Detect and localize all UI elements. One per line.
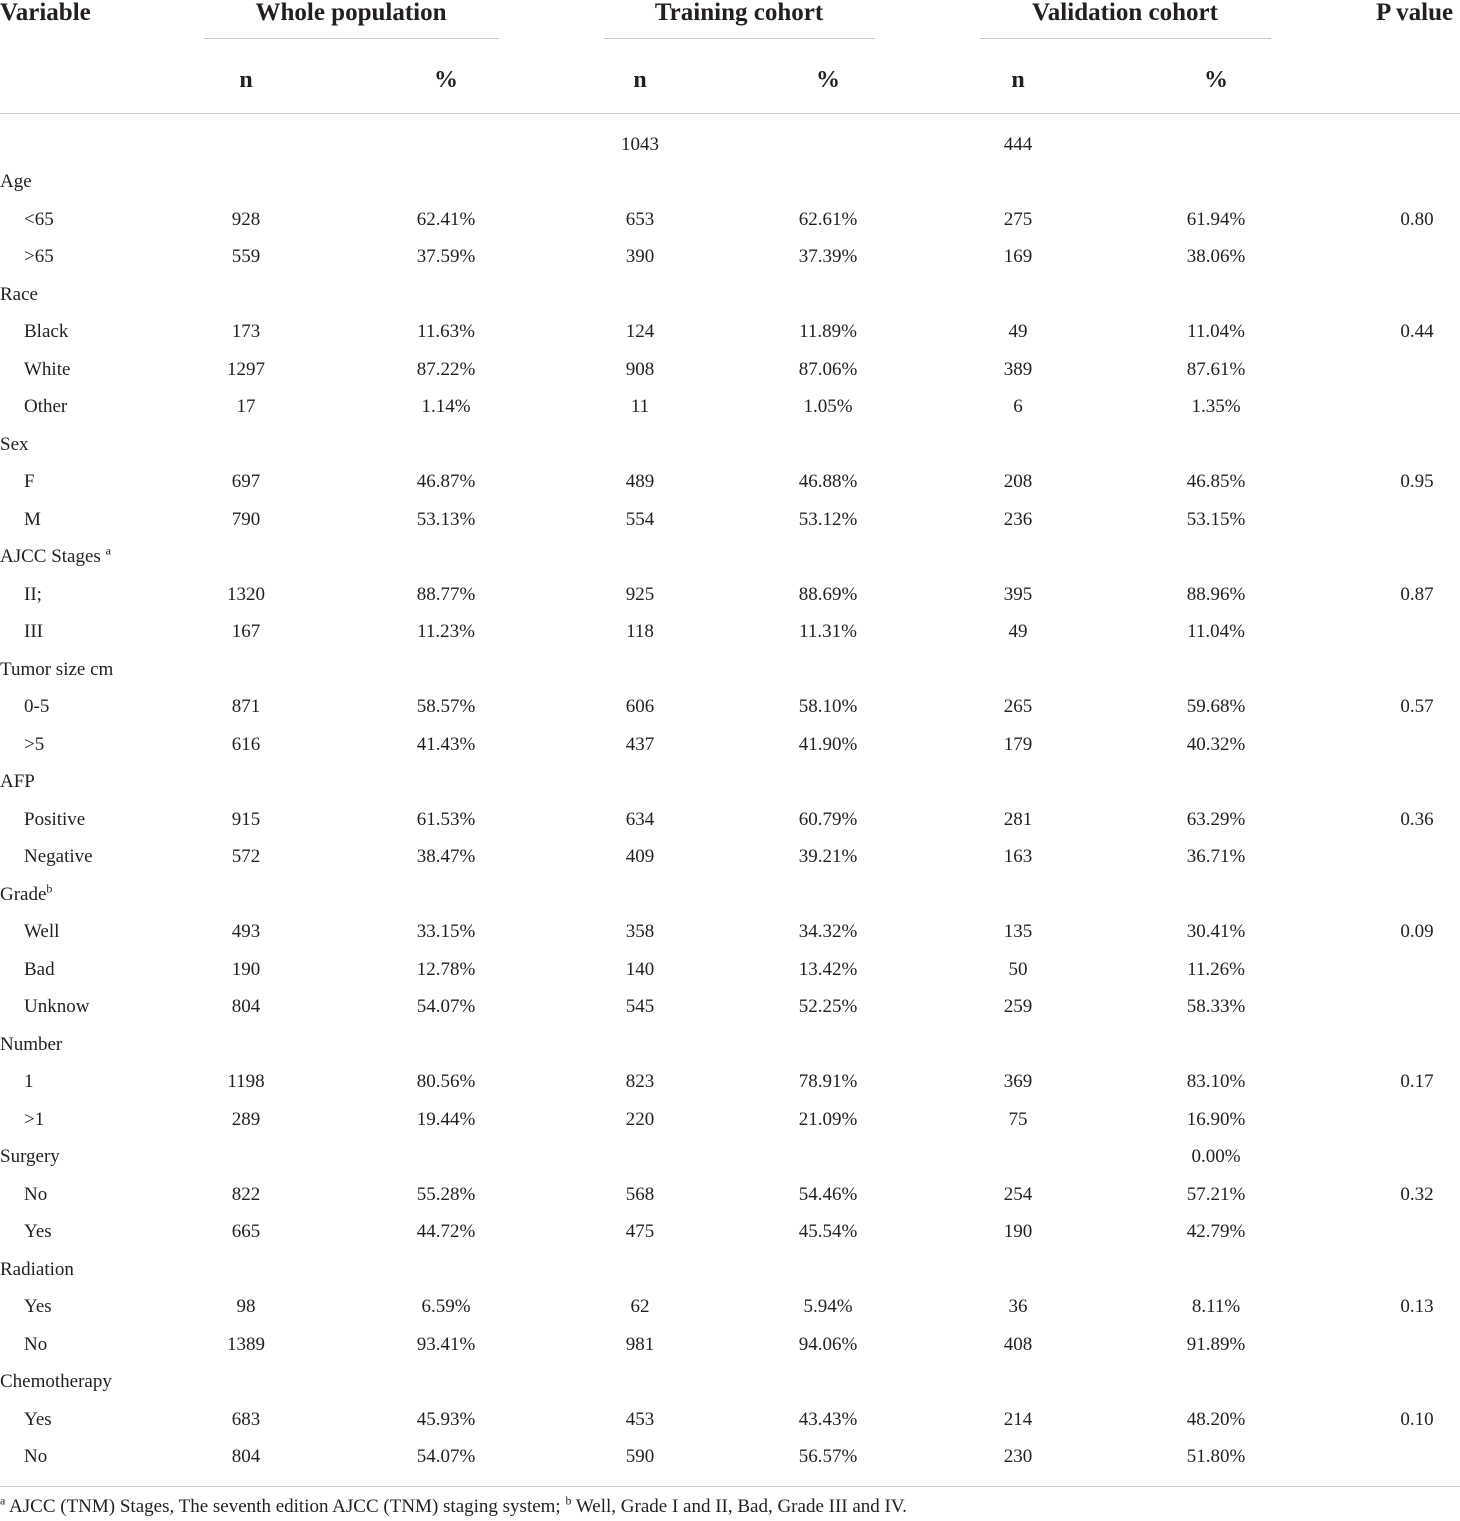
subheader-pct: % (816, 67, 840, 93)
cell-validation-pct: 36.71% (1186, 846, 1246, 867)
cell-whole-pct: 6.59% (421, 1296, 471, 1317)
cell-training-n: 634 (625, 809, 655, 830)
subheader-n: n (633, 67, 647, 93)
row-label (24, 246, 54, 268)
label-text: Yes (24, 1221, 52, 1242)
cell-p-value: 0.13 (1400, 1296, 1434, 1317)
subheader-n: n (1011, 67, 1025, 93)
cell-whole-pct: 54.07% (416, 996, 476, 1017)
label-text: III (24, 621, 43, 642)
row-label (24, 921, 59, 943)
cell-whole-pct: 87.22% (416, 359, 476, 380)
row-label (24, 1334, 47, 1356)
cell-whole-n: 1198 (227, 1071, 265, 1092)
row-label (24, 321, 68, 343)
cell-whole-pct: 62.41% (416, 209, 476, 230)
cell-validation-pct: 51.80% (1186, 1446, 1246, 1467)
cell-training-pct: 58.10% (798, 696, 858, 717)
cell-p-value: 0.57 (1400, 696, 1434, 717)
row-label (24, 734, 44, 756)
cell-validation-n: 389 (1003, 359, 1033, 380)
group-label (0, 881, 53, 906)
header-training-cohort: Training cohort (654, 0, 824, 26)
row-label (24, 1409, 52, 1431)
header-bottom-rule (0, 113, 1460, 114)
cell-training-n: 981 (625, 1334, 655, 1355)
cell-whole-pct: 93.41% (416, 1334, 476, 1355)
row-label (24, 509, 41, 531)
label-text: Other (24, 396, 68, 417)
footnote-b-text: Well, Grade I and II, Bad, Grade III and IV. (571, 1496, 907, 1517)
cell-validation-pct: 63.29% (1186, 809, 1246, 830)
cell-whole-pct: 46.87% (416, 471, 476, 492)
training-cohort-rule (604, 38, 875, 39)
cell-validation-pct: 1.35% (1191, 396, 1241, 417)
cell-validation-n: 230 (1003, 1446, 1033, 1467)
cell-validation-n: 36 (1008, 1296, 1028, 1317)
cell-whole-n: 1320 (227, 584, 265, 605)
label-text: >5 (24, 734, 45, 755)
cell-training-pct: 54.46% (798, 1184, 858, 1205)
cell-whole-pct: 44.72% (416, 1221, 476, 1242)
cell-validation-pct: 30.41% (1186, 921, 1246, 942)
label-text: AFP (0, 771, 35, 792)
cell-whole-n: 289 (231, 1109, 261, 1130)
cell-whole-pct: 1.14% (421, 396, 471, 417)
cell-training-n: 390 (625, 246, 655, 267)
cell-validation-pct: 88.96% (1186, 584, 1246, 605)
label-text: Yes (24, 1409, 52, 1430)
cell-training-n: 475 (625, 1221, 655, 1242)
row-label (24, 1446, 47, 1468)
cell-whole-n: 616 (231, 734, 261, 755)
group-label (0, 543, 111, 568)
cell-whole-pct: 19.44% (416, 1109, 476, 1130)
cell-validation-n: 275 (1003, 209, 1033, 230)
cell-training-pct: 46.88% (798, 471, 858, 492)
cell-validation-n: 236 (1003, 509, 1033, 530)
label-text: Well (24, 921, 60, 942)
subheader-pct: % (1204, 67, 1228, 93)
cell-whole-n: 17 (236, 396, 256, 417)
cell-training-n: 437 (625, 734, 655, 755)
cell-validation-pct: 61.94% (1186, 209, 1246, 230)
cell-training-pct: 11.31% (799, 621, 857, 642)
cell-validation-pct: 38.06% (1186, 246, 1246, 267)
header-p-value: P value (1376, 0, 1454, 26)
table-bottom-rule (0, 1486, 1460, 1487)
cell-training-pct: 13.42% (798, 959, 858, 980)
cell-whole-n: 190 (231, 959, 261, 980)
cell-validation-pct: 0.00% (1191, 1146, 1241, 1167)
cell-validation-n: 75 (1008, 1109, 1028, 1130)
cell-whole-pct: 11.63% (417, 321, 475, 342)
label-text: White (24, 359, 71, 380)
group-label (0, 284, 38, 306)
cell-training-pct: 21.09% (798, 1109, 858, 1130)
cell-p-value: 0.09 (1400, 921, 1434, 942)
label-text: II; (24, 584, 42, 605)
cell-validation-n: 135 (1003, 921, 1033, 942)
cell-training-n: 358 (625, 921, 655, 942)
label-text: Surgery (0, 1146, 60, 1167)
cell-validation-pct: 59.68% (1186, 696, 1246, 717)
cell-training-pct: 45.54% (798, 1221, 858, 1242)
cell-training-pct: 87.06% (798, 359, 858, 380)
row-label (24, 359, 70, 381)
header-validation-cohort: Validation cohort (1032, 0, 1218, 26)
cell-whole-pct: 88.77% (416, 584, 476, 605)
cell-training-n: 590 (625, 1446, 655, 1467)
cell-training-n: 653 (625, 209, 655, 230)
cell-validation-pct: 48.20% (1186, 1409, 1246, 1430)
cell-training-n: 554 (625, 509, 655, 530)
cell-validation-pct: 40.32% (1186, 734, 1246, 755)
cell-whole-n: 173 (231, 321, 261, 342)
label-text: Tumor size cm (0, 659, 114, 680)
label-text: Negative (24, 846, 93, 867)
cell-validation-n: 163 (1003, 846, 1033, 867)
cell-validation-pct: 11.26% (1187, 959, 1245, 980)
group-label (0, 771, 35, 793)
cell-training-pct: 11.89% (799, 321, 857, 342)
cell-validation-n: 254 (1003, 1184, 1033, 1205)
cell-p-value: 0.95 (1400, 471, 1434, 492)
cell-training-pct: 60.79% (798, 809, 858, 830)
subheader-pct: % (434, 67, 458, 93)
cell-validation-pct: 58.33% (1186, 996, 1246, 1017)
cell-validation-n: 395 (1003, 584, 1033, 605)
row-label (24, 1184, 47, 1206)
group-label (0, 1259, 74, 1281)
cell-training-pct: 56.57% (798, 1446, 858, 1467)
cell-whole-n: 1297 (227, 359, 265, 380)
group-label (0, 1034, 62, 1056)
group-label (0, 1371, 112, 1393)
label-text: Bad (24, 959, 55, 980)
cell-p-value: 0.17 (1400, 1071, 1434, 1092)
cell-training-n: 62 (630, 1296, 650, 1317)
cell-validation-n: 259 (1003, 996, 1033, 1017)
header-variable: Variable (0, 0, 91, 26)
cell-whole-pct: 54.07% (416, 1446, 476, 1467)
cell-whole-pct: 80.56% (416, 1071, 476, 1092)
cell-training-n: 908 (625, 359, 655, 380)
cell-whole-n: 98 (236, 1296, 256, 1317)
label-text: Race (0, 284, 38, 305)
cell-whole-n: 683 (231, 1409, 261, 1430)
cell-validation-pct: 11.04% (1187, 321, 1245, 342)
label-text: Radiation (0, 1259, 74, 1280)
cell-whole-n: 572 (231, 846, 261, 867)
cell-training-n: 118 (626, 621, 654, 642)
row-label (24, 1296, 52, 1318)
cell-whole-pct: 55.28% (416, 1184, 476, 1205)
cell-whole-n: 493 (231, 921, 261, 942)
row-label (24, 1221, 52, 1243)
footnote-a-mark: a (0, 1493, 6, 1508)
cell-training-pct: 88.69% (798, 584, 858, 605)
cell-whole-n: 167 (231, 621, 261, 642)
subheader-n: n (239, 67, 253, 93)
cell-training-pct: 39.21% (798, 846, 858, 867)
label-text: >1 (24, 1109, 45, 1130)
cell-training-pct: 94.06% (798, 1334, 858, 1355)
label-text: No (24, 1334, 48, 1355)
cell-training-n: 124 (625, 321, 655, 342)
cell-whole-n: 928 (231, 209, 261, 230)
cell-validation-pct: 83.10% (1186, 1071, 1246, 1092)
row-label (24, 1109, 44, 1131)
cell-whole-n: 1389 (227, 1334, 265, 1355)
cell-training-pct: 1.05% (803, 396, 853, 417)
label-text: Positive (24, 809, 86, 830)
footnote-a-text: AJCC (TNM) Stages, The seventh edition AJCC (TNM) staging system; (5, 1496, 566, 1517)
cell-training-pct: 34.32% (798, 921, 858, 942)
cell-validation-pct: 42.79% (1186, 1221, 1246, 1242)
row-label (24, 959, 55, 981)
cell-p-value: 0.87 (1400, 584, 1434, 605)
cell-p-value: 0.80 (1400, 209, 1434, 230)
cell-validation-n: 281 (1003, 809, 1033, 830)
label-text: Sex (0, 434, 29, 455)
cell-validation-pct: 57.21% (1186, 1184, 1246, 1205)
label-text: M (24, 509, 41, 530)
cell-p-value: 0.32 (1400, 1184, 1434, 1205)
training-total-n: 1043 (621, 134, 659, 155)
cell-validation-n: 179 (1003, 734, 1033, 755)
cell-training-n: 409 (625, 846, 655, 867)
cell-whole-pct: 58.57% (416, 696, 476, 717)
cell-whole-n: 559 (231, 246, 261, 267)
row-label (24, 846, 93, 868)
cell-p-value: 0.36 (1400, 809, 1434, 830)
cell-validation-n: 49 (1008, 321, 1028, 342)
cell-whole-pct: 33.15% (416, 921, 476, 942)
footnote-mark: b (46, 881, 53, 896)
cell-validation-n: 265 (1003, 696, 1033, 717)
cell-training-n: 220 (625, 1109, 655, 1130)
cell-whole-pct: 53.13% (416, 509, 476, 530)
cell-validation-n: 214 (1003, 1409, 1033, 1430)
cell-validation-n: 169 (1003, 246, 1033, 267)
label-text: >65 (24, 246, 54, 267)
cell-whole-n: 790 (231, 509, 261, 530)
cell-validation-pct: 8.11% (1191, 1296, 1241, 1317)
cell-training-pct: 62.61% (798, 209, 858, 230)
cell-whole-n: 822 (231, 1184, 261, 1205)
validation-total-n: 444 (1003, 134, 1033, 155)
label-text: Number (0, 1034, 63, 1055)
label-text: No (24, 1184, 48, 1205)
row-label (24, 1071, 34, 1093)
cell-whole-pct: 45.93% (416, 1409, 476, 1430)
label-text: Black (24, 321, 69, 342)
label-text: AJCC Stages (0, 546, 106, 567)
validation-cohort-rule (980, 38, 1271, 39)
row-label (24, 696, 49, 718)
cell-validation-n: 369 (1003, 1071, 1033, 1092)
cell-training-pct: 41.90% (798, 734, 858, 755)
group-label (0, 434, 29, 456)
row-label (24, 996, 89, 1018)
label-text: Age (0, 171, 32, 192)
cell-whole-pct: 41.43% (416, 734, 476, 755)
whole-population-rule (204, 38, 499, 39)
cell-whole-pct: 11.23% (417, 621, 475, 642)
cell-training-n: 568 (625, 1184, 655, 1205)
cell-p-value: 0.44 (1400, 321, 1434, 342)
cell-p-value: 0.10 (1400, 1409, 1434, 1430)
cell-training-n: 606 (625, 696, 655, 717)
cell-training-pct: 53.12% (798, 509, 858, 530)
label-text: 1 (24, 1071, 34, 1092)
cell-validation-n: 208 (1003, 471, 1033, 492)
cell-validation-n: 50 (1008, 959, 1028, 980)
label-text: <65 (24, 209, 54, 230)
cell-training-n: 925 (625, 584, 655, 605)
row-label (24, 471, 35, 493)
label-text: Unknow (24, 996, 90, 1017)
row-label (24, 809, 85, 831)
group-label (0, 171, 32, 193)
header-whole-population: Whole population (255, 0, 447, 26)
cell-training-n: 545 (625, 996, 655, 1017)
row-label (24, 621, 43, 643)
cell-whole-pct: 61.53% (416, 809, 476, 830)
cell-whole-n: 915 (231, 809, 261, 830)
row-label (24, 584, 42, 606)
cell-validation-n: 49 (1008, 621, 1028, 642)
cell-training-pct: 78.91% (798, 1071, 858, 1092)
group-label (0, 1146, 60, 1168)
cell-training-pct: 52.25% (798, 996, 858, 1017)
cell-training-n: 140 (625, 959, 655, 980)
cell-validation-pct: 87.61% (1186, 359, 1246, 380)
cell-validation-n: 408 (1003, 1334, 1033, 1355)
label-text: Chemotherapy (0, 1371, 112, 1392)
cell-whole-n: 665 (231, 1221, 261, 1242)
footnote-b-mark: b (565, 1493, 572, 1508)
group-label (0, 659, 113, 681)
row-label (24, 209, 54, 231)
cell-whole-n: 804 (231, 996, 261, 1017)
cell-training-n: 453 (625, 1409, 655, 1430)
cell-training-n: 11 (630, 396, 650, 417)
label-text: Grade (0, 884, 47, 905)
cell-training-pct: 37.39% (798, 246, 858, 267)
cell-whole-n: 804 (231, 1446, 261, 1467)
label-text: Yes (24, 1296, 52, 1317)
cell-whole-pct: 38.47% (416, 846, 476, 867)
cell-whole-n: 871 (231, 696, 261, 717)
cell-validation-pct: 11.04% (1187, 621, 1245, 642)
table-footnote (0, 1493, 907, 1518)
label-text: 0-5 (24, 696, 50, 717)
label-text: No (24, 1446, 48, 1467)
cell-validation-n: 190 (1003, 1221, 1033, 1242)
label-text: F (24, 471, 35, 492)
cell-training-n: 823 (625, 1071, 655, 1092)
cell-validation-pct: 91.89% (1186, 1334, 1246, 1355)
cell-validation-n: 6 (1013, 396, 1023, 417)
cell-validation-pct: 46.85% (1186, 471, 1246, 492)
cell-whole-pct: 12.78% (416, 959, 476, 980)
cell-training-pct: 5.94% (803, 1296, 853, 1317)
footnote-mark: a (105, 543, 111, 558)
cell-validation-pct: 53.15% (1186, 509, 1246, 530)
cell-training-n: 489 (625, 471, 655, 492)
cell-whole-n: 697 (231, 471, 261, 492)
cell-whole-pct: 37.59% (416, 246, 476, 267)
row-label (24, 396, 67, 418)
cell-validation-pct: 16.90% (1186, 1109, 1246, 1130)
cell-training-pct: 43.43% (798, 1409, 858, 1430)
